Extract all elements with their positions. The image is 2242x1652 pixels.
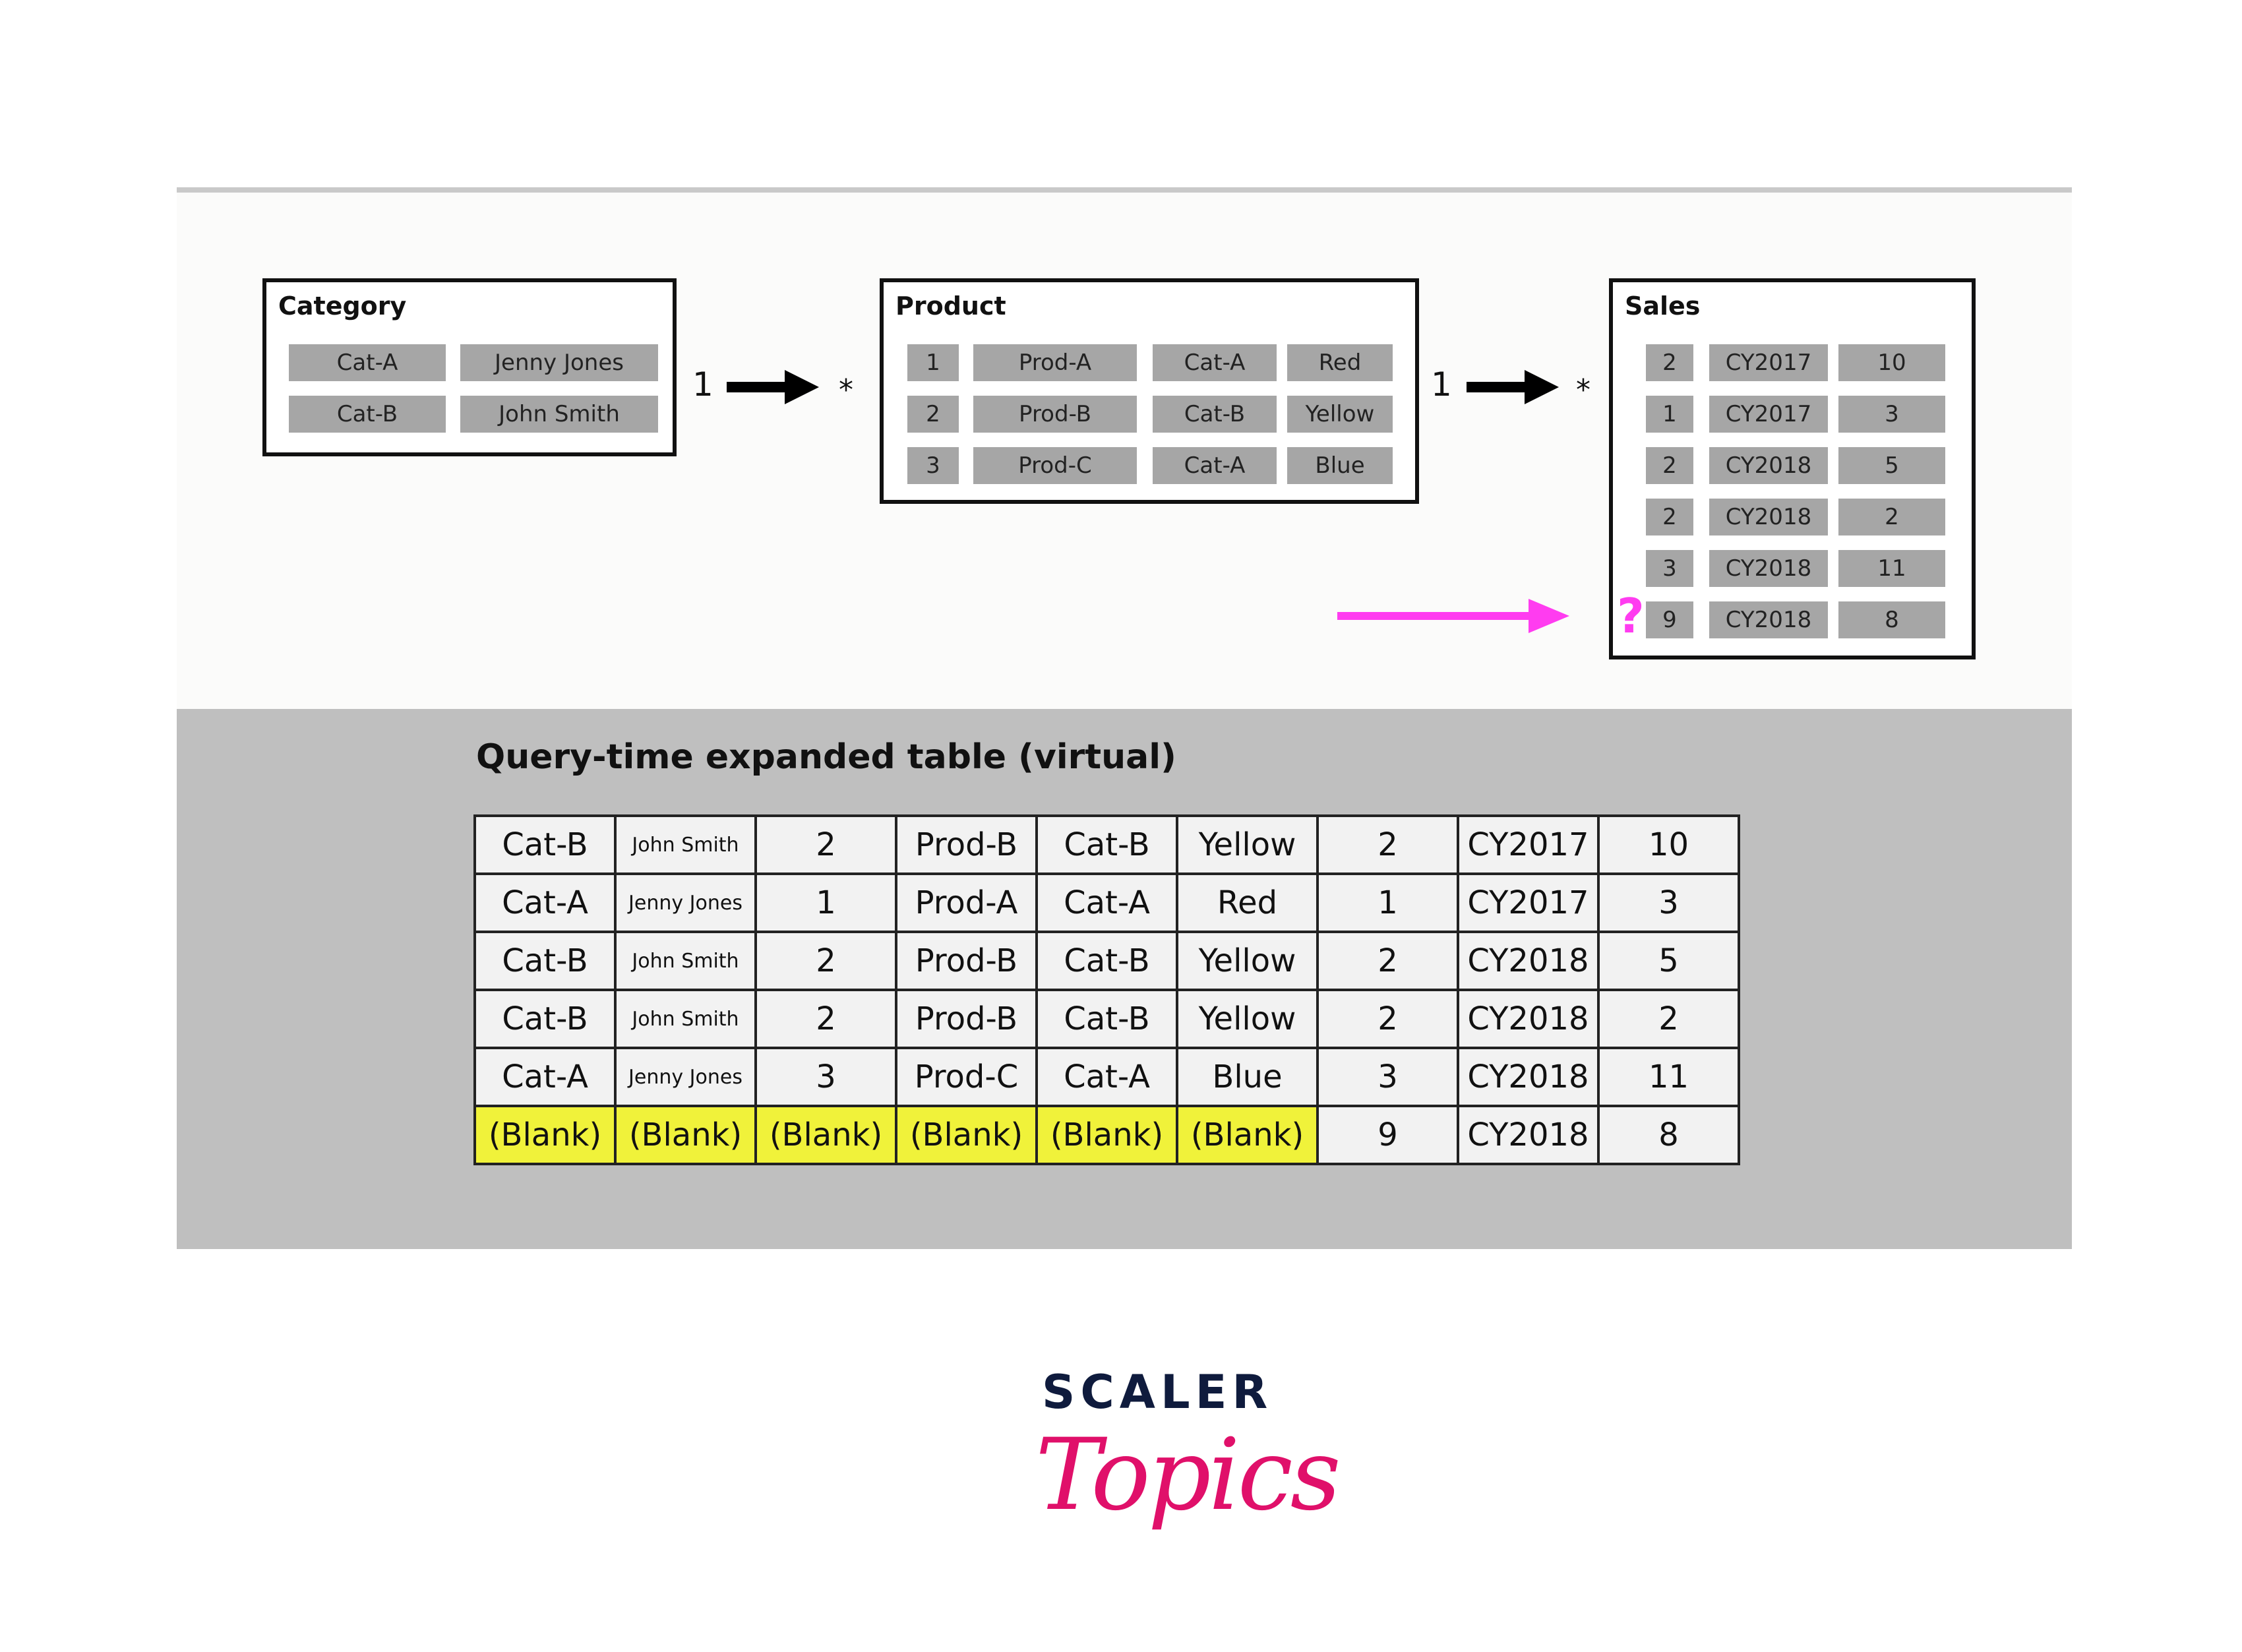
scaler-topics-logo <box>1015 1365 1339 1550</box>
table-cell: John Smith <box>615 932 756 990</box>
product-cell: Cat-A <box>1153 447 1277 484</box>
relation-one-label: 1 <box>692 365 713 404</box>
sales-cell: 9 <box>1646 601 1693 638</box>
table-cell: 11 <box>1598 1048 1739 1106</box>
sales-cell: 2 <box>1646 447 1693 484</box>
table-cell: Prod-C <box>896 1048 1037 1106</box>
sales-cell: CY2017 <box>1709 396 1828 433</box>
product-cell: 2 <box>907 396 959 433</box>
table-row <box>475 816 1739 874</box>
table-row-unmatched <box>475 1106 1739 1164</box>
blank-cell: (Blank) <box>896 1106 1037 1164</box>
sales-cell: 10 <box>1838 344 1945 381</box>
table-cell: 2 <box>1318 990 1458 1048</box>
product-cell: Cat-A <box>1153 344 1277 381</box>
table-cell: CY2018 <box>1458 990 1598 1048</box>
category-cell: John Smith <box>460 396 658 433</box>
table-cell: Cat-B <box>1037 932 1177 990</box>
table-cell: Prod-B <box>896 990 1037 1048</box>
table-cell: Cat-A <box>475 1048 615 1106</box>
product-cell: Prod-C <box>973 447 1137 484</box>
table-cell: CY2018 <box>1458 932 1598 990</box>
table-cell: 8 <box>1598 1106 1739 1164</box>
expanded-table-title: Query-time expanded table (virtual) <box>476 737 1176 777</box>
blank-cell: (Blank) <box>756 1106 896 1164</box>
table-cell: CY2018 <box>1458 1048 1598 1106</box>
table-row <box>475 932 1739 990</box>
table-cell: Cat-A <box>475 874 615 932</box>
table-cell: 2 <box>1598 990 1739 1048</box>
table-cell: CY2018 <box>1458 1106 1598 1164</box>
table-cell: 1 <box>1318 874 1458 932</box>
table-row <box>475 874 1739 932</box>
table-cell: John Smith <box>615 816 756 874</box>
relation-one-label: 1 <box>1431 365 1452 404</box>
sales-table <box>1609 278 1976 659</box>
table-cell: Jenny Jones <box>615 1048 756 1106</box>
product-cell: 3 <box>907 447 959 484</box>
logo-topics-text: Topics <box>1035 1418 1339 1533</box>
product-cell: 1 <box>907 344 959 381</box>
table-cell: John Smith <box>615 990 756 1048</box>
table-cell: Yellow <box>1177 990 1318 1048</box>
relation-many-label: * <box>839 373 853 407</box>
product-cell: Yellow <box>1287 396 1393 433</box>
sales-cell: 5 <box>1838 447 1945 484</box>
category-cell: Cat-B <box>289 396 446 433</box>
unmatched-question-mark: ? <box>1617 588 1645 644</box>
relation-many-label: * <box>1576 373 1591 407</box>
blank-cell: (Blank) <box>615 1106 756 1164</box>
table-cell: 3 <box>1598 874 1739 932</box>
table-cell: Prod-B <box>896 816 1037 874</box>
table-cell: Cat-B <box>475 816 615 874</box>
table-cell: Red <box>1177 874 1318 932</box>
table-cell: Cat-B <box>475 932 615 990</box>
sales-title: Sales <box>1625 291 1701 321</box>
table-cell: 1 <box>756 874 896 932</box>
sales-cell: 1 <box>1646 396 1693 433</box>
table-cell: Cat-B <box>475 990 615 1048</box>
table-cell: Cat-B <box>1037 990 1177 1048</box>
sales-cell: CY2018 <box>1709 550 1828 587</box>
table-cell: Cat-A <box>1037 874 1177 932</box>
table-cell: CY2017 <box>1458 816 1598 874</box>
category-title: Category <box>278 291 407 321</box>
table-row <box>475 1048 1739 1106</box>
table-cell: Prod-B <box>896 932 1037 990</box>
sales-cell: 2 <box>1838 499 1945 535</box>
sales-cell: 2 <box>1646 499 1693 535</box>
table-cell: 5 <box>1598 932 1739 990</box>
product-cell: Cat-B <box>1153 396 1277 433</box>
relation-arrow-icon <box>1467 367 1560 407</box>
product-cell: Prod-B <box>973 396 1137 433</box>
table-cell: 9 <box>1318 1106 1458 1164</box>
sales-cell: CY2018 <box>1709 601 1828 638</box>
table-cell: Prod-A <box>896 874 1037 932</box>
relation-arrow-icon <box>727 367 820 407</box>
category-cell: Cat-A <box>289 344 446 381</box>
sales-cell: 3 <box>1838 396 1945 433</box>
table-cell: 2 <box>756 932 896 990</box>
table-cell: 2 <box>1318 932 1458 990</box>
table-cell: 3 <box>1318 1048 1458 1106</box>
sales-cell: CY2018 <box>1709 499 1828 535</box>
sales-cell: 2 <box>1646 344 1693 381</box>
sales-cell: 8 <box>1838 601 1945 638</box>
logo-scaler-text: SCALER <box>1042 1365 1273 1419</box>
product-cell: Prod-A <box>973 344 1137 381</box>
category-table <box>262 278 677 456</box>
table-cell: 10 <box>1598 816 1739 874</box>
table-cell: 2 <box>756 990 896 1048</box>
blank-cell: (Blank) <box>1177 1106 1318 1164</box>
sales-cell: 3 <box>1646 550 1693 587</box>
blank-cell: (Blank) <box>475 1106 615 1164</box>
unmatched-pointer-arrow-icon <box>1337 597 1572 635</box>
table-cell: Cat-B <box>1037 816 1177 874</box>
table-cell: Blue <box>1177 1048 1318 1106</box>
blank-cell: (Blank) <box>1037 1106 1177 1164</box>
table-cell: 2 <box>756 816 896 874</box>
expanded-table <box>473 814 1740 1165</box>
category-cell: Jenny Jones <box>460 344 658 381</box>
table-cell: CY2017 <box>1458 874 1598 932</box>
table-row <box>475 990 1739 1048</box>
table-cell: 3 <box>756 1048 896 1106</box>
table-cell: Jenny Jones <box>615 874 756 932</box>
table-cell: Yellow <box>1177 932 1318 990</box>
product-title: Product <box>895 291 1006 321</box>
sales-cell: CY2017 <box>1709 344 1828 381</box>
table-cell: Yellow <box>1177 816 1318 874</box>
table-cell: 2 <box>1318 816 1458 874</box>
sales-cell: CY2018 <box>1709 447 1828 484</box>
product-cell: Red <box>1287 344 1393 381</box>
sales-cell: 11 <box>1838 550 1945 587</box>
table-cell: Cat-A <box>1037 1048 1177 1106</box>
product-table <box>880 278 1419 504</box>
product-cell: Blue <box>1287 447 1393 484</box>
